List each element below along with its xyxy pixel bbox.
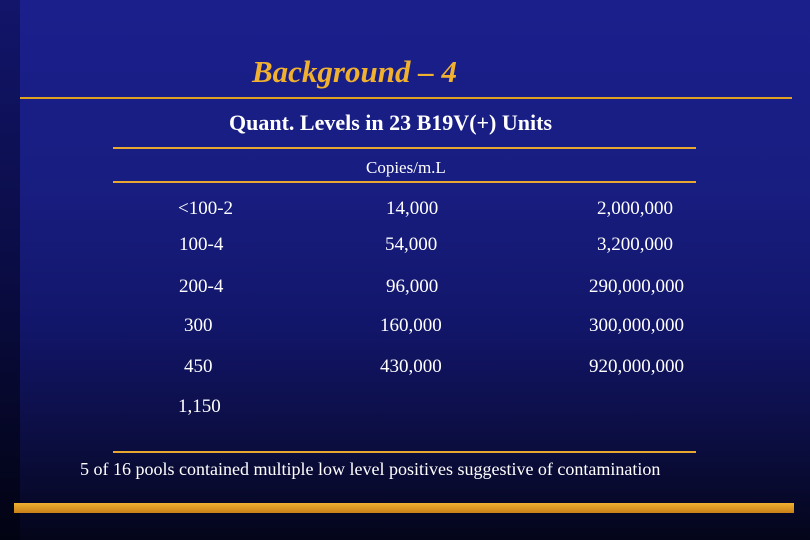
table-cell: 100-4 xyxy=(179,234,224,255)
table-bottom-rule xyxy=(113,451,696,453)
table-cell: <100-2 xyxy=(178,198,234,219)
table-cell: 2,000,000 xyxy=(597,198,673,219)
table-cell: 14,000 xyxy=(386,198,439,219)
table-cell: 300 xyxy=(184,315,213,336)
slide-title: Background – 4 xyxy=(252,54,457,89)
left-edge-band xyxy=(0,0,20,540)
table-cell: 450 xyxy=(184,356,213,377)
footnote: 5 of 16 pools contained multiple low level positives suggestive of contamination xyxy=(80,459,661,479)
table-cell: 920,000,000 xyxy=(589,356,684,377)
table-top-rule xyxy=(113,147,696,149)
table-cell: 3,200,000 xyxy=(597,234,673,255)
header-rule xyxy=(113,181,696,183)
table-cell: 430,000 xyxy=(380,356,442,377)
table-cell: 96,000 xyxy=(386,276,439,297)
column-header: Copies/m.L xyxy=(366,158,446,177)
title-divider xyxy=(20,97,792,99)
table-cell: 54,000 xyxy=(385,234,438,255)
slide-subtitle: Quant. Levels in 23 B19V(+) Units xyxy=(229,110,553,135)
table-cell: 290,000,000 xyxy=(589,276,684,297)
table-cell: 1,150 xyxy=(178,396,221,417)
table-cell: 300,000,000 xyxy=(589,315,684,336)
table-cell: 160,000 xyxy=(380,315,442,336)
table-cell: 200-4 xyxy=(179,276,224,297)
bottom-accent-bar xyxy=(14,503,794,513)
